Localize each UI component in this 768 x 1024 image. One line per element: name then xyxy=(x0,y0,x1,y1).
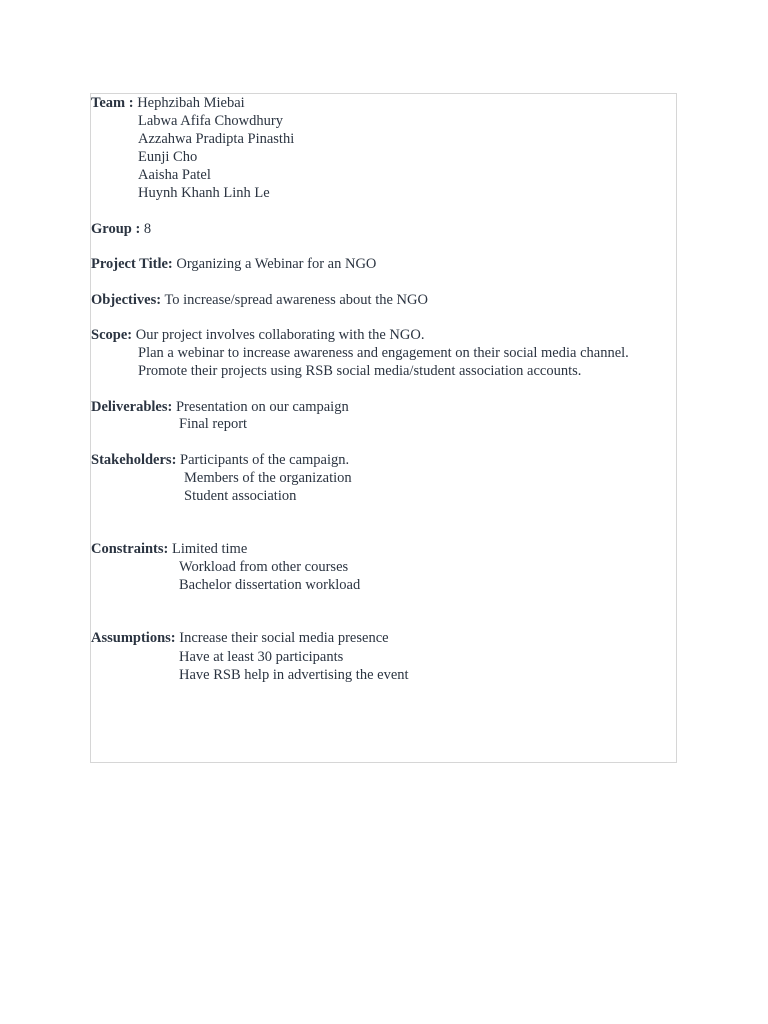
stakeholders-line-1 xyxy=(91,451,349,469)
assumption-item: Have RSB help in advertising the event xyxy=(179,667,409,683)
objectives-value: To increase/spread awareness about the NGO xyxy=(164,292,428,308)
assumption-item: Have at least 30 participants xyxy=(179,649,344,665)
deliverable-item: Presentation on our campaign xyxy=(175,399,349,415)
group-value: 8 xyxy=(143,221,152,237)
team-member: Huynh Khanh Linh Le xyxy=(138,185,270,201)
project-title-label: Project Title: xyxy=(91,256,173,272)
constraints-label: Constraints: xyxy=(91,541,169,557)
assumptions-line-1 xyxy=(91,629,389,647)
scope-text: Our project involves collaborating with the NGO. xyxy=(135,327,425,343)
objectives-label: Objectives: xyxy=(91,292,162,308)
constraint-item: Workload from other courses xyxy=(179,559,349,575)
constraint-item: Limited time xyxy=(171,541,248,557)
stakeholders-label: Stakeholders: xyxy=(91,452,177,468)
assumptions-label: Assumptions: xyxy=(91,630,176,646)
deliverable-item: Final report xyxy=(179,416,248,432)
group-line xyxy=(91,220,151,238)
stakeholder-item: Members of the organization xyxy=(184,470,352,486)
scope-text: Plan a webinar to increase awareness and engagement on their social media channel. xyxy=(138,345,629,361)
stakeholder-item: Student association xyxy=(184,488,297,504)
scope-line-1 xyxy=(91,326,424,344)
scope-label: Scope: xyxy=(91,327,133,343)
team-member: Aaisha Patel xyxy=(138,167,211,183)
stakeholder-item: Participants of the campaign. xyxy=(180,452,350,468)
group-label: Group : xyxy=(91,221,141,237)
constraint-item: Bachelor dissertation workload xyxy=(179,577,361,593)
team-member: Azzahwa Pradipta Pinasthi xyxy=(138,131,295,147)
constraints-line-1 xyxy=(91,540,247,558)
project-title-value: Organizing a Webinar for an NGO xyxy=(176,256,377,272)
team-member: Labwa Afifa Chowdhury xyxy=(138,113,283,129)
deliverables-label: Deliverables: xyxy=(91,399,173,415)
team-member: Eunji Cho xyxy=(138,149,198,165)
assumption-item: Increase their social media presence xyxy=(179,630,389,646)
team-line-1 xyxy=(91,94,245,112)
team-label: Team : xyxy=(91,95,134,111)
team-member: Hephzibah Miebai xyxy=(137,95,245,111)
objectives-line xyxy=(91,291,428,309)
deliverables-line-1 xyxy=(91,398,349,416)
scope-text: Promote their projects using RSB social media/student association accounts. xyxy=(138,363,582,379)
project-title-line xyxy=(91,255,376,273)
